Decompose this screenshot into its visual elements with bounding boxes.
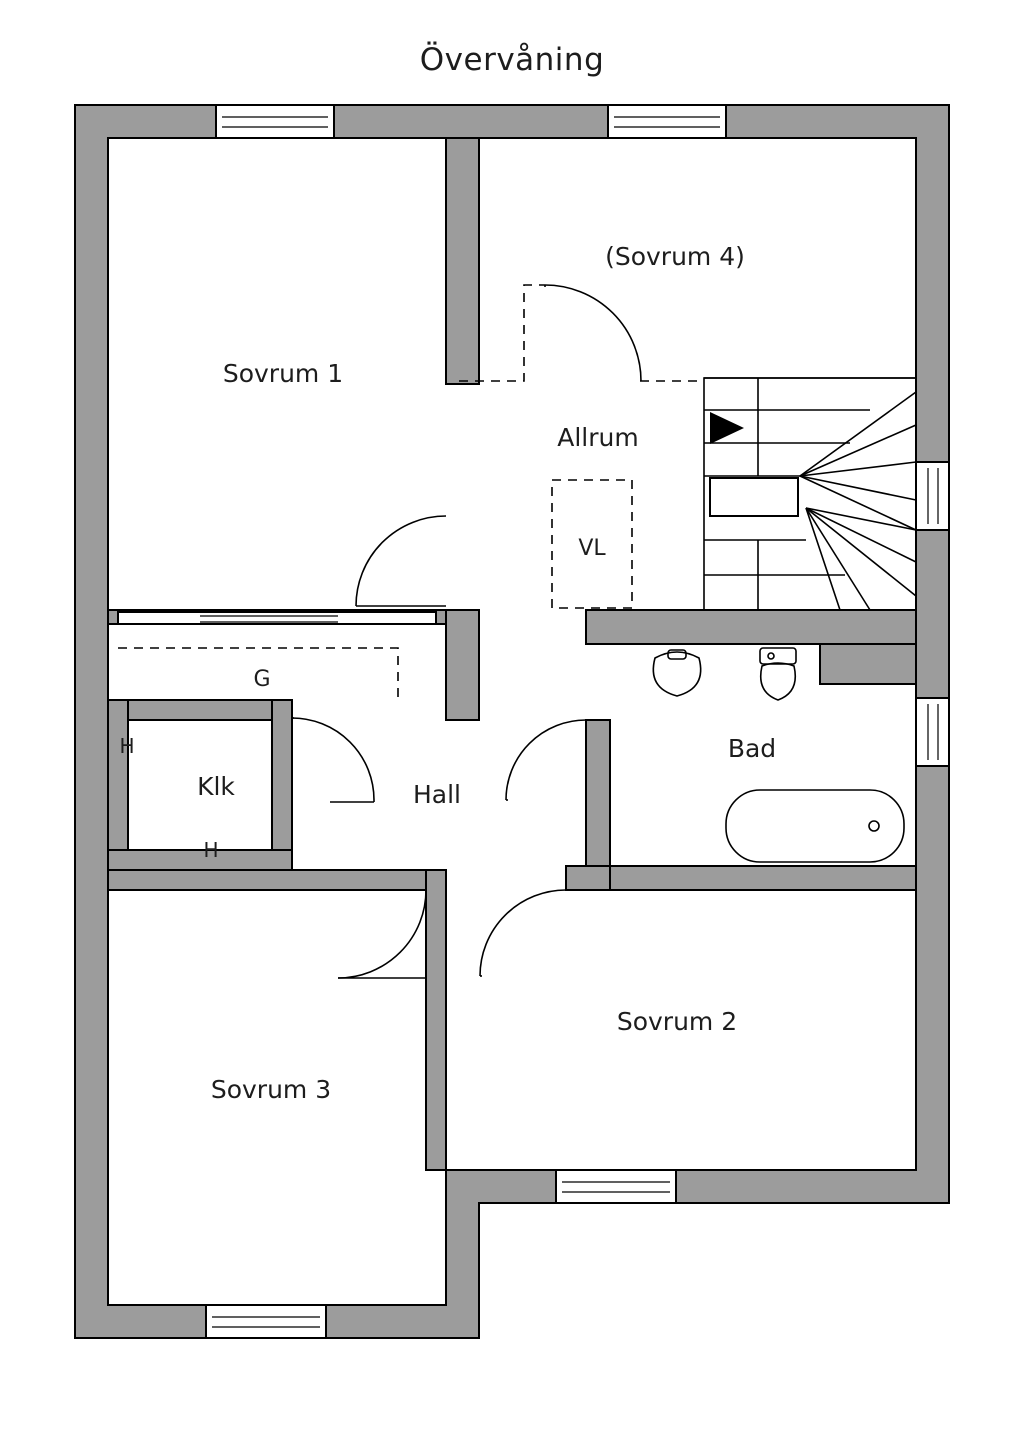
windows: [118, 105, 949, 1338]
room-label-sovrum1: Sovrum 1: [222, 359, 344, 388]
room-label-vl: VL: [578, 536, 606, 561]
room-label-hall: Hall: [412, 780, 462, 809]
room-label-hiss-bottom: H: [203, 838, 219, 862]
room-label-garderob: G: [253, 667, 271, 692]
wall-structure: [75, 105, 949, 1338]
page-title: Övervåning: [419, 42, 605, 78]
staircase: [704, 378, 916, 610]
room-label-allrum: Allrum: [557, 423, 639, 452]
room-label-klk: Klk: [197, 772, 235, 801]
room-label-hiss-top: H: [119, 734, 135, 758]
room-label-sovrum3: Sovrum 3: [210, 1075, 332, 1104]
room-label-sovrum2: Sovrum 2: [616, 1007, 738, 1036]
room-label-sovrum4: (Sovrum 4): [605, 242, 745, 271]
room-label-bad: Bad: [727, 734, 777, 763]
